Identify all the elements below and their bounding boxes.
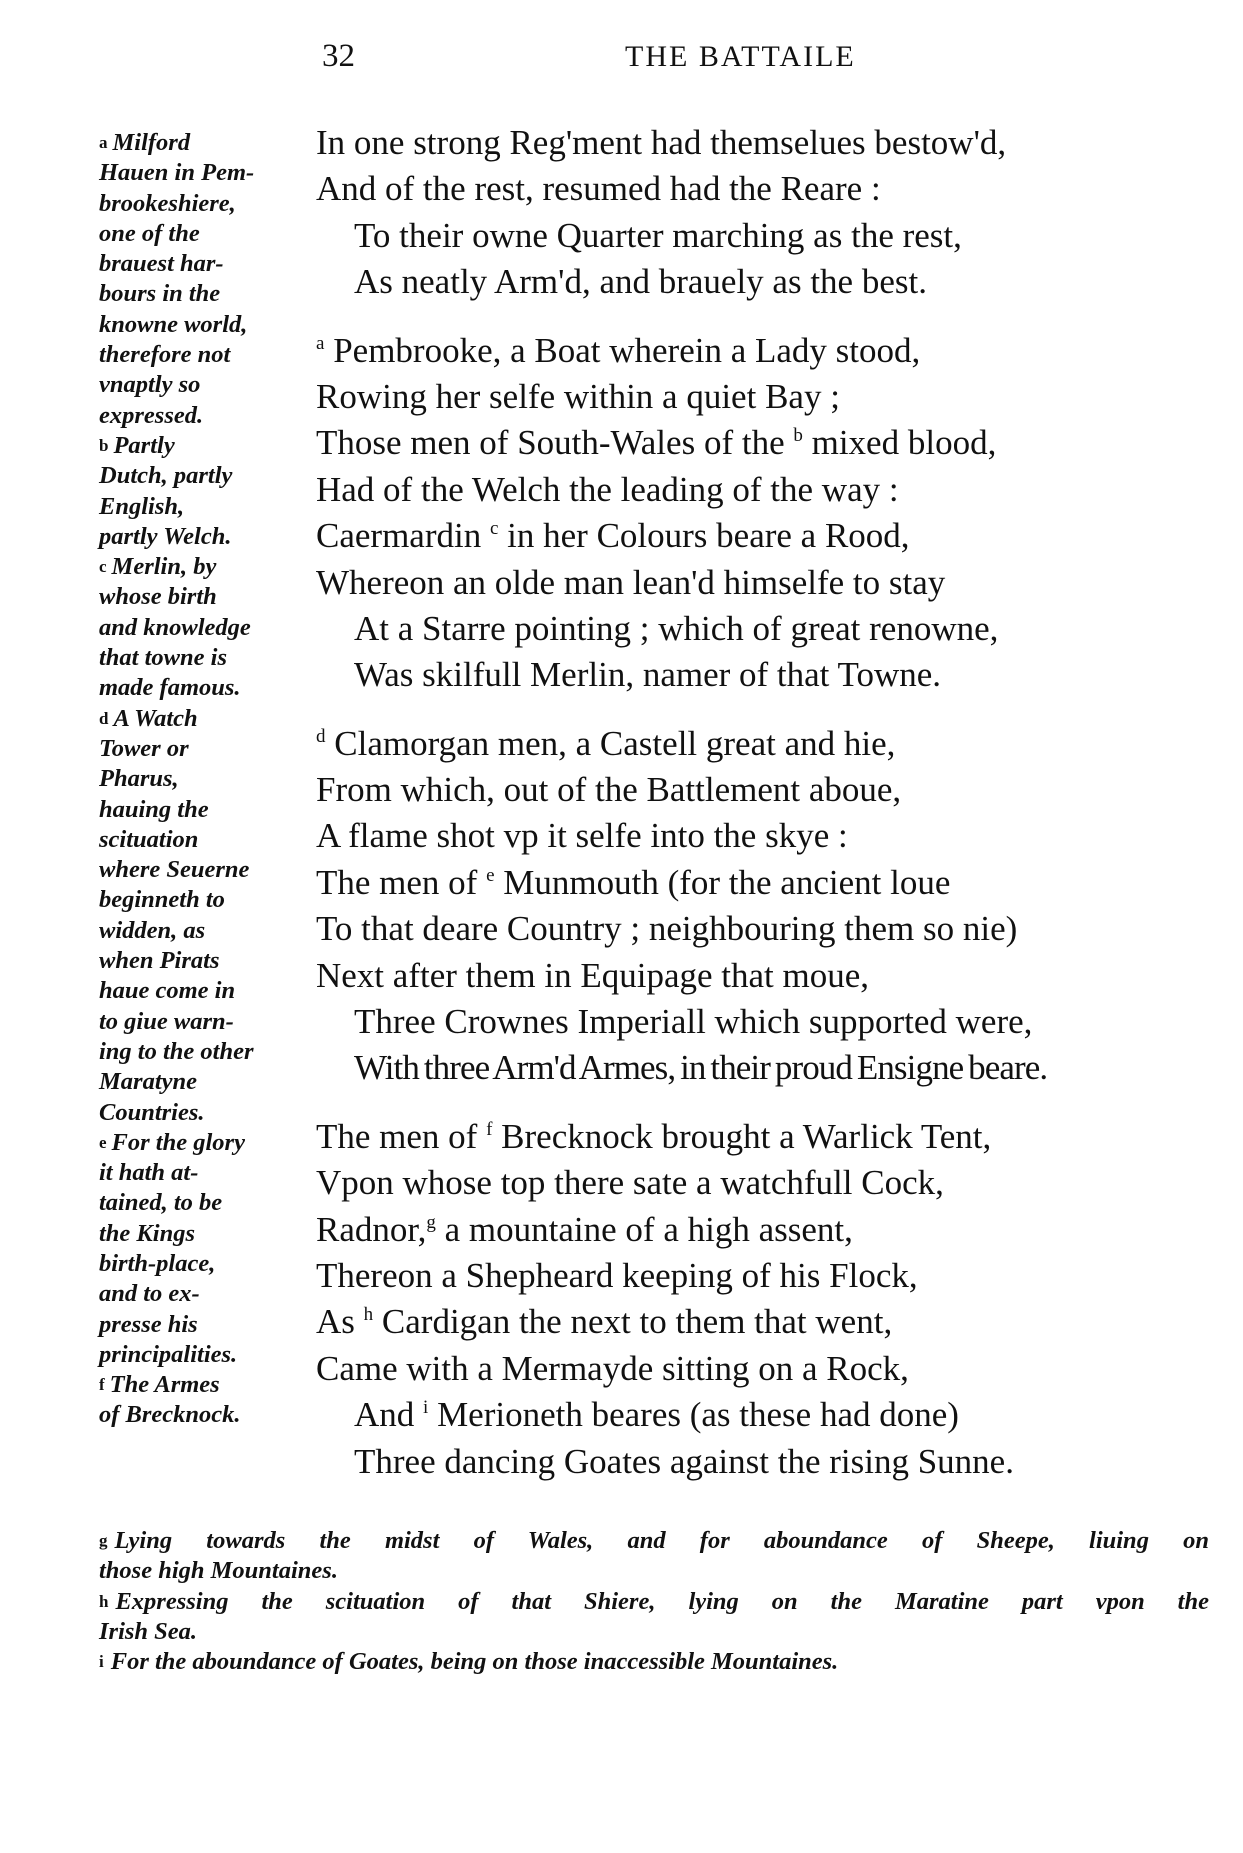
margin-note-line — [99, 461, 309, 491]
verse-line — [316, 467, 1216, 513]
footnote-marker: c — [489, 518, 499, 540]
margin-note-text: Tower or — [99, 734, 189, 762]
footnote-marker: i — [423, 1397, 429, 1419]
margin-note-text: bours in the — [99, 280, 221, 308]
footnote-text: Expressing the scituation of that Shiere, lying on the Maratine part vpon the — [115, 1587, 1209, 1615]
footnote-marker: a — [316, 332, 325, 354]
verse-text: In one strong Reg'ment had themselues bestow'd, — [316, 123, 1007, 162]
margin-note-line — [99, 1067, 309, 1097]
margin-note-line — [99, 1400, 309, 1430]
margin-note-line — [99, 582, 309, 612]
margin-note-text: scituation — [99, 825, 199, 853]
note-letter: f — [99, 1375, 105, 1395]
margin-note-line — [99, 431, 309, 461]
margin-note-line — [99, 764, 309, 794]
verse-text: To their owne Quarter marching as the rest, — [354, 215, 962, 255]
verse-line — [316, 999, 1216, 1045]
margin-note-text: beginneth to — [99, 886, 225, 914]
verse-text: Caermardin — [316, 516, 490, 556]
footnote-text: those high Mountaines. — [99, 1557, 338, 1585]
verse-text: And — [354, 1395, 424, 1435]
verse-line — [316, 652, 1216, 698]
margin-note-line — [99, 1249, 309, 1279]
margin-note-text: tained, to be — [99, 1189, 223, 1217]
note-letter: c — [99, 557, 107, 577]
verse-line — [316, 513, 1216, 559]
verse-text: With three Arm'd Armes, in their proud Ensigne beare. — [354, 1048, 1048, 1088]
page-number: 32 — [322, 38, 355, 74]
verse-text: Merioneth beares (as these had done) — [428, 1395, 959, 1435]
verse-text: To that deare Country ; neighbouring them so nie) — [316, 909, 1018, 949]
verse-text: Brecknock brought a Warlick Tent, — [492, 1116, 992, 1156]
margin-note-line — [99, 734, 309, 764]
footnote-line — [99, 1647, 1209, 1677]
margin-note-text: presse his — [99, 1310, 198, 1338]
verse-text: Those men of South-Wales of the — [316, 423, 794, 463]
verse-text: From which, out of the Battlement aboue, — [316, 770, 902, 810]
margin-note-text: A Watch — [113, 704, 198, 732]
margin-note-line — [99, 1098, 309, 1128]
margin-note-text: Merlin, by — [111, 553, 217, 581]
margin-note-line — [99, 340, 309, 370]
footnote-text: Irish Sea. — [99, 1617, 198, 1645]
margin-note-line — [99, 795, 309, 825]
margin-note-text: whose birth — [99, 583, 217, 611]
margin-notes — [99, 128, 309, 1431]
margin-note-text: therefore not — [99, 341, 231, 369]
verse-text: Had of the Welch the leading of the way : — [316, 469, 899, 509]
verse-line — [316, 166, 1216, 212]
margin-note-line — [99, 1310, 309, 1340]
margin-note-line — [99, 1007, 309, 1037]
margin-note-text: The Armes — [109, 1371, 220, 1399]
footnote-marker: d — [316, 725, 326, 747]
footnotes — [99, 1526, 1209, 1677]
verse-line — [316, 1160, 1216, 1206]
verse-text: Cardigan the next to them that went, — [373, 1302, 893, 1342]
verse-text: And of the rest, resumed had the Reare : — [316, 169, 881, 209]
margin-note-text: that towne is — [99, 644, 227, 672]
verse-line — [316, 259, 1216, 305]
margin-note-line — [99, 279, 309, 309]
verse-line — [316, 560, 1216, 606]
margin-note-line — [99, 855, 309, 885]
verse-line — [316, 1045, 1216, 1091]
footnote-marker: g — [426, 1211, 436, 1233]
margin-note-line — [99, 946, 309, 976]
verse-line — [316, 767, 1216, 813]
verse-line — [316, 1439, 1216, 1485]
margin-note-text: Dutch, partly — [99, 462, 233, 490]
footnote-text: Lying towards the midst of Wales, and for aboundance of Sheepe, liuing on — [114, 1527, 1209, 1554]
margin-note-line — [99, 704, 309, 734]
margin-note-text: ing to the other — [99, 1037, 254, 1065]
verse-line — [316, 606, 1216, 652]
margin-note-line — [99, 522, 309, 552]
margin-note-text: haue come in — [99, 977, 236, 1005]
margin-note-line — [99, 492, 309, 522]
margin-note-line — [99, 825, 309, 855]
margin-note-line — [99, 1340, 309, 1370]
verse-text: As neatly Arm'd, and brauely as the best. — [354, 262, 927, 302]
margin-note-text: partly Welch. — [99, 522, 232, 550]
verse-line — [316, 1253, 1216, 1299]
verse-text: As — [316, 1302, 364, 1342]
margin-note-line — [99, 885, 309, 915]
footnote-letter: i — [99, 1652, 104, 1672]
margin-note-line — [99, 613, 309, 643]
margin-note-text: it hath at- — [99, 1159, 199, 1187]
verse-line — [316, 1346, 1216, 1392]
verse-text: Thereon a Shepheard keeping of his Flock, — [316, 1255, 918, 1295]
verse-line — [316, 906, 1216, 952]
footnote-line — [99, 1556, 1209, 1586]
verse-text: mixed blood, — [802, 423, 997, 463]
margin-note-line — [99, 1279, 309, 1309]
margin-note-text: birth-place, — [99, 1249, 216, 1277]
margin-note-text: principalities. — [99, 1340, 238, 1368]
margin-note-line — [99, 189, 309, 219]
footnote-marker: h — [363, 1304, 374, 1326]
footnote-marker: e — [486, 864, 495, 886]
margin-note-line — [99, 1188, 309, 1218]
verse-text: Munmouth (for the ancient loue — [494, 862, 951, 902]
stanza — [316, 120, 1216, 306]
verse-text: The men of — [316, 862, 487, 902]
margin-note-text: hauing the — [99, 795, 209, 823]
margin-note-line — [99, 1128, 309, 1158]
verse-line — [316, 1207, 1216, 1253]
margin-note-line — [99, 310, 309, 340]
verse-text: Whereon an olde man lean'd himselfe to stay — [316, 562, 946, 602]
margin-note-text: brauest har- — [99, 250, 224, 278]
footnote-line — [99, 1526, 1209, 1556]
verse-line — [316, 813, 1216, 859]
verse-line — [316, 328, 1216, 374]
margin-note-text: Partly — [113, 431, 175, 459]
margin-note-text: Countries. — [99, 1098, 205, 1126]
verse-text: A flame shot vp it selfe into the skye : — [316, 816, 848, 856]
note-letter: b — [99, 435, 109, 455]
margin-note-text: to giue warn- — [99, 1007, 234, 1035]
margin-note-text: knowne world, — [99, 310, 248, 338]
margin-note-line — [99, 219, 309, 249]
margin-note-text: made famous. — [99, 674, 241, 702]
footnote-text: For the aboundance of Goates, being on those inaccessible Mountaines. — [110, 1648, 839, 1676]
margin-note-line — [99, 1037, 309, 1067]
margin-note-text: expressed. — [99, 401, 204, 429]
verse-line — [316, 213, 1216, 259]
footnote-letter: h — [99, 1591, 109, 1611]
running-title: THE BATTAILE — [625, 40, 856, 73]
note-letter: d — [99, 708, 109, 728]
verse-text: Three Crownes Imperiall which supported were, — [354, 1002, 1033, 1042]
verse-text: in her Colours beare a Rood, — [498, 516, 910, 556]
margin-note-line — [99, 1370, 309, 1400]
margin-note-line — [99, 158, 309, 188]
margin-note-text: when Pirats — [99, 947, 220, 975]
verse-text: a mountaine of a high assent, — [435, 1209, 853, 1249]
verse-line — [316, 953, 1216, 999]
stanza — [316, 328, 1216, 699]
margin-note-text: and to ex- — [99, 1280, 200, 1308]
footnote-marker: f — [486, 1118, 493, 1140]
margin-note-line — [99, 916, 309, 946]
verse-text: Rowing her selfe within a quiet Bay ; — [316, 376, 840, 416]
margin-note-line — [99, 643, 309, 673]
stanza — [316, 721, 1216, 1092]
margin-note-line — [99, 976, 309, 1006]
margin-note-text: vnaptly so — [99, 371, 201, 399]
verse-text: Pembrooke, a Boat wherein a Lady stood, — [324, 330, 921, 370]
verse-line — [316, 1299, 1216, 1345]
stanza — [316, 1114, 1216, 1485]
verse-line — [316, 1392, 1216, 1438]
margin-note-text: where Seuerne — [99, 856, 250, 884]
footnote-letter: g — [99, 1531, 108, 1550]
margin-note-text: widden, as — [99, 916, 206, 944]
footnote-line — [99, 1617, 1209, 1647]
note-letter: a — [99, 133, 108, 152]
margin-note-text: the Kings — [99, 1219, 195, 1247]
verse-text: Three dancing Goates against the rising Sunne. — [354, 1441, 1014, 1481]
verse-text: Vpon whose top there sate a watchfull Cock, — [316, 1163, 944, 1203]
margin-note-text: of Brecknock. — [99, 1401, 241, 1429]
verse-text: Clamorgan men, a Castell great and hie, — [325, 723, 896, 763]
verse-line — [316, 374, 1216, 420]
verse-line — [316, 721, 1216, 767]
margin-note-line — [99, 1158, 309, 1188]
verse-line — [316, 860, 1216, 906]
margin-note-line — [99, 401, 309, 431]
verse-text: Was skilfull Merlin, namer of that Towne. — [354, 655, 942, 695]
verse-text: Came with a Mermayde sitting on a Rock, — [316, 1348, 909, 1388]
margin-note-line — [99, 249, 309, 279]
margin-note-text: For the glory — [111, 1128, 245, 1156]
margin-note-text: and knowledge — [99, 613, 251, 641]
verse-line — [316, 420, 1216, 466]
margin-note-line — [99, 552, 309, 582]
margin-note-text: English, — [99, 492, 185, 520]
note-letter: e — [99, 1132, 107, 1152]
poem-body — [316, 120, 1216, 1485]
verse-line — [316, 120, 1216, 166]
margin-note-text: Milford — [112, 129, 191, 156]
verse-text: At a Starre pointing ; which of great renowne, — [354, 608, 999, 648]
footnote-line — [99, 1587, 1209, 1617]
margin-note-text: Pharus, — [99, 765, 179, 793]
margin-note-text: Maratyne — [99, 1068, 197, 1096]
margin-note-line — [99, 128, 309, 158]
margin-note-line — [99, 370, 309, 400]
verse-line — [316, 1114, 1216, 1160]
margin-note-text: brookeshiere, — [99, 189, 236, 217]
verse-text: Radnor, — [316, 1209, 427, 1249]
margin-note-line — [99, 673, 309, 703]
margin-note-text: Hauen in Pem- — [99, 159, 255, 187]
footnote-marker: b — [793, 425, 803, 447]
margin-note-line — [99, 1219, 309, 1249]
margin-note-text: one of the — [99, 219, 200, 247]
verse-text: The men of — [316, 1116, 487, 1156]
verse-text: Next after them in Equipage that moue, — [316, 955, 870, 995]
